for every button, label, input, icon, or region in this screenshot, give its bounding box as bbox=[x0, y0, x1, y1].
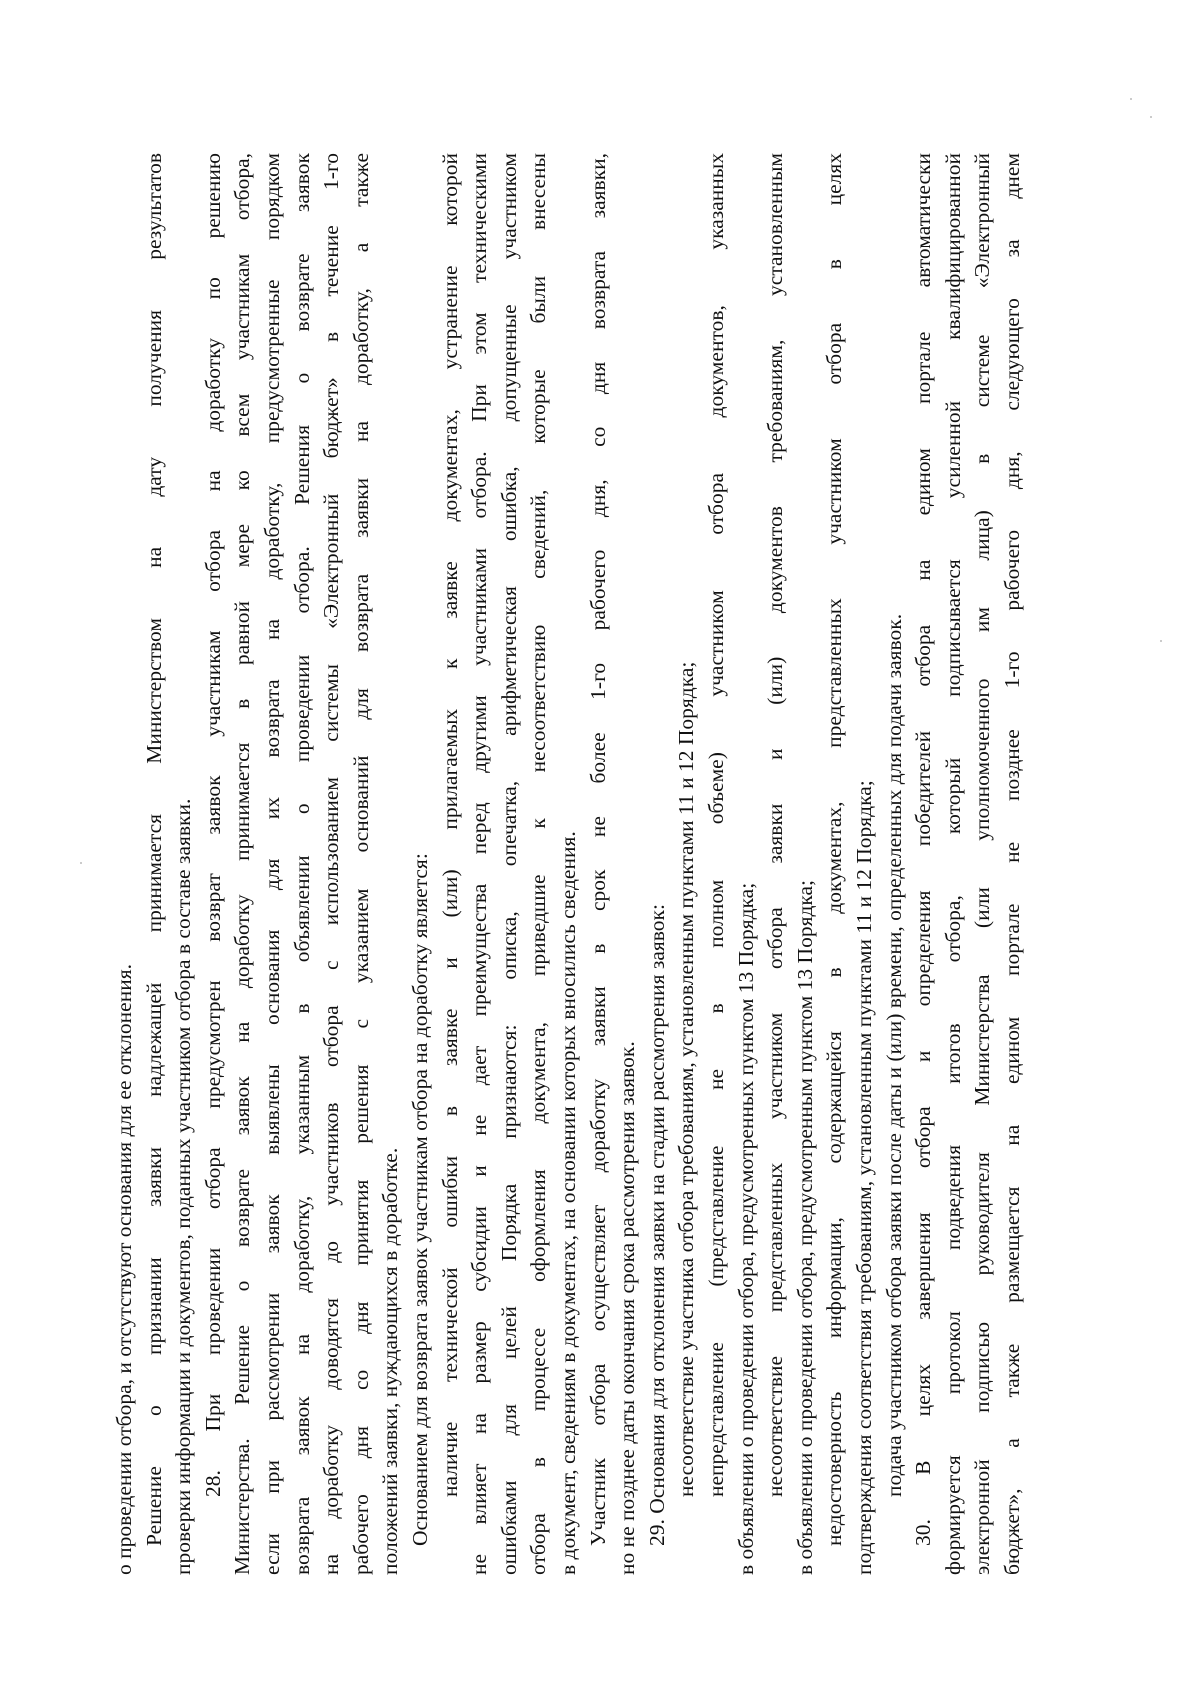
scan-speck bbox=[1130, 98, 1132, 100]
rotated-document-page bbox=[110, 95, 1024, 1575]
text-line-22: в объявлении о проведении отбора, предусмотренных пунктом 13 Порядка; bbox=[733, 882, 758, 1575]
text-line-4: 28. При проведении отбора предусмотрен возврат заявок участникам отбора на доработку по решению bbox=[200, 153, 225, 1497]
text-line-15: отбора в процессе оформления документа, приведшие к несоответствию сведений, которые были внесены bbox=[526, 153, 551, 1575]
text-line-2: Решение о признании заявки надлежащей принимается Министерством на дату получения результатов bbox=[141, 153, 166, 1546]
text-line-30: электронной подписью руководителя Министерства (или уполномоченного им лица) в системе «Электронный bbox=[970, 153, 995, 1575]
text-line-7: возврата заявок на доработку, указанным в объявлении о проведении отбора. Решения о возврате заявок bbox=[289, 153, 314, 1575]
text-line-3: проверки информации и документов, поданных участником отбора в составе заявки. bbox=[171, 798, 196, 1575]
text-line-6: если при рассмотрении заявок выявлены основания для их возврата на доработку, предусмотренные порядком bbox=[260, 153, 284, 1575]
text-line-8: на доработку доводятся до участников отбора с использованием системы «Электронный бюджет» в течение 1-го bbox=[319, 153, 344, 1575]
text-line-11: Основанием для возврата заявок участникам отбора на доработку является: bbox=[408, 853, 432, 1546]
text-line-5: Министерства. Решение о возврате заявок на доработку принимается в равной мере ко всем участникам отбора, bbox=[230, 153, 255, 1575]
text-line-17: Участник отбора осуществляет доработку заявки в срок не более 1-го рабочего дня, со дня возврата заявки, bbox=[585, 153, 610, 1546]
text-line-10: положений заявки, нуждающихся в доработке. bbox=[378, 1147, 403, 1575]
text-line-21: непредставление (представление не в полном объеме) участником отбора документов, указанных bbox=[704, 153, 728, 1497]
text-line-1: о проведении отбора, и отсутствуют основания для ее отклонения. bbox=[112, 964, 136, 1575]
text-line-12: наличие технической ошибки в заявке и (или) прилагаемых к заявке документах, устранение которой bbox=[437, 153, 462, 1497]
text-line-24: в объявлении о проведении отбора, предусмотренным пунктом 13 Порядка; bbox=[792, 879, 817, 1575]
text-line-27: подача участником отбора заявки после даты и (или) времени, определенных для подачи заявок. bbox=[881, 613, 906, 1497]
text-line-29: формируется протокол подведения итогов отбора, который подписывается усиленной квалифицированной bbox=[940, 153, 965, 1575]
text-line-26: подтверждения соответствия требованиям, установленным пунктами 11 и 12 Порядка; bbox=[852, 780, 876, 1575]
text-line-31: бюджет», а также размещается на едином портале не позднее 1-го рабочего дня, следующего за днем bbox=[1000, 153, 1024, 1575]
scan-speck bbox=[1160, 640, 1162, 642]
text-line-16: в документ, сведениям в документах, на основании которых вносились сведения. bbox=[556, 831, 580, 1575]
scan-speck bbox=[80, 862, 82, 864]
text-line-23: несоответствие представленных участником отбора заявки и (или) документов требованиям, установленным bbox=[763, 153, 788, 1497]
text-line-18: но не позднее даты окончания срока рассмотрения заявок. bbox=[615, 1041, 640, 1575]
text-line-19: 29. Основания для отклонения заявки на стадии рассмотрения заявок: bbox=[644, 904, 669, 1546]
text-line-14: ошибками для целей Порядка признаются: описка, опечатка, арифметическая ошибка, допущенные участником bbox=[496, 153, 521, 1575]
text-line-20: несоответствие участника отбора требованиям, установленным пунктами 11 и 12 Порядка; bbox=[674, 661, 699, 1497]
scan-speck bbox=[1150, 116, 1152, 118]
text-line-9: рабочего дня со дня принятия решения с указанием оснований для возврата заявки на доработку, а также bbox=[348, 153, 373, 1575]
text-line-13: не влияет на размер субсидии и не дает преимущества перед другими участниками отбора. При этом техническими bbox=[467, 153, 492, 1575]
text-line-28: 30. В целях завершения отбора и определения победителей отбора на едином портале автоматически bbox=[911, 153, 936, 1546]
text-line-25: недостоверность информации, содержащейся в документах, представленных участником отбора в целях bbox=[822, 153, 847, 1546]
